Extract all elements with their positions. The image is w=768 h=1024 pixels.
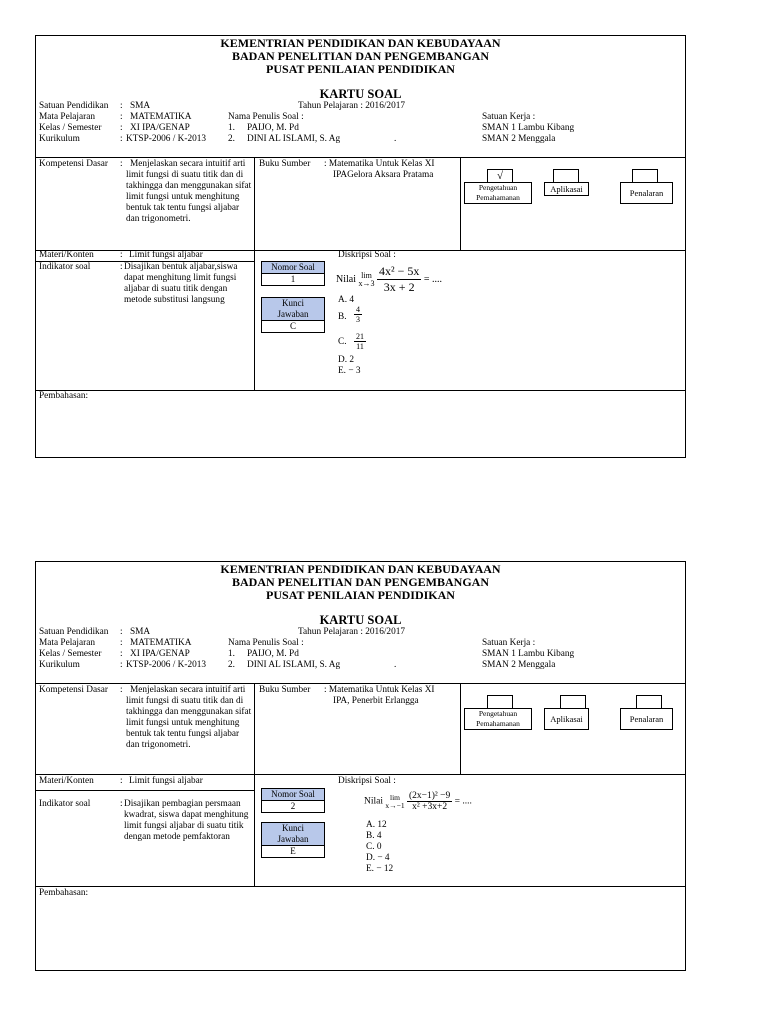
deskripsi-label: Diskripsi Soal : [338,776,396,786]
tahun-pelajaran: Tahun Pelajaran : 2016/2017 [298,101,406,111]
header-line-3: PUSAT PENILAIAN PENDIDIKAN [266,62,455,76]
kunci-jawaban-box [261,822,325,858]
penulis-number-2: 2. [228,134,235,144]
limit-operator: lim x→−1 [385,792,405,810]
level-1-line-1: Pengetahuan [478,709,518,718]
fraction-numerator: 4x² − 5x [379,264,420,278]
option-d: D. − 4 [366,853,390,863]
kunci-label: Kunci Jawaban [262,823,324,846]
satker-1: SMAN 1 Lambu Kibang [482,123,575,133]
question-expression [364,791,472,812]
penulis-number-2: 2. [228,660,235,670]
indikator-label: Indikator soal [39,262,91,272]
satker-label: Satuan Kerja : [482,638,536,648]
option-a: A. 4 [338,295,355,305]
question-expression [336,264,442,295]
colon: : [120,660,123,670]
pembahasan-label: Pembahasan: [39,391,89,401]
fraction-denominator: x² +3x+2 [412,802,448,812]
mapel-value: MATEMATIKA [130,112,192,122]
header-line-2: BADAN PENELITIAN DAN PENGEMBANGAN [231,575,489,589]
indikator-label: Indikator soal [39,799,91,809]
satuan-label: Satuan Pendidikan [39,101,109,111]
level-aplikasi-checkbox[interactable] [560,695,586,709]
level-penalaran-box: Penalaran [620,708,673,730]
buku-label: Buku Sumber [259,685,311,695]
level-pengetahuan-checkbox[interactable] [487,695,513,709]
nomor-soal-value: 2 [290,801,296,811]
option-c: C. 0 [366,842,382,852]
kurikulum-label: Kurikulum [39,660,80,670]
materi-value: Limit fungsi aljabar [129,776,203,786]
penulis-1: PAIJO, M. Pd [247,123,299,133]
buku-label: Buku Sumber [259,159,311,169]
level-pengetahuan-box [464,182,532,204]
colon: : [120,112,123,122]
dot: . [394,134,397,144]
limit-subscript: x→−1 [385,800,405,810]
penulis-2: DINI AL ISLAMI, S. Ag [247,134,341,144]
dot: . [394,660,397,670]
kartu-soal-card-2 [35,561,686,971]
option-e: E. − 12 [366,864,394,874]
mapel-label: Mata Pelajaran [39,112,96,122]
deskripsi-label: Diskripsi Soal : [338,250,396,260]
header-line-2: BADAN PENELITIAN DAN PENGEMBANGAN [231,49,489,63]
kunci-jawaban-box [261,297,325,333]
penulis-label: Nama Penulis Soal : [228,638,304,648]
colon: : [120,638,123,648]
penulis-2: DINI AL ISLAMI, S. Ag [247,660,341,670]
fraction-numerator: (2x−1)² −9 [408,791,451,801]
nomor-soal-label: Nomor Soal [262,262,324,274]
kd-label: Kompetensi Dasar [39,685,108,695]
satuan-value: SMA [130,627,151,637]
level-pengetahuan-checkbox[interactable]: √ [487,169,513,183]
tahun-pelajaran: Tahun Pelajaran : 2016/2017 [298,627,406,637]
buku-line-2: IPA, Penerbit Erlangga [333,696,419,706]
pembahasan-label: Pembahasan: [39,888,89,898]
kelas-label: Kelas / Semester [39,649,102,659]
penulis-1: PAIJO, M. Pd [247,649,299,659]
kelas-value: XI IPA/GENAP [130,649,190,659]
level-1-line-1: Pengetahuan [478,183,518,192]
satker-1: SMAN 1 Lambu Kibang [482,649,575,659]
fraction-denominator: 3x + 2 [383,280,415,294]
question-fraction [407,791,452,812]
kd-text: Menjelaskan secara intuitif arti limit fungsi di suatu titik dan di takhingga dan menggunakan sifat limit fungsi untuk menghitung bentuk tak tentu fungsi aljabar dan trigonometri. [126,685,252,750]
colon: : [120,123,123,133]
satker-2: SMAN 2 Menggala [482,660,556,670]
colon: : [120,134,123,144]
header-line-1: KEMENTRIAN PENDIDIKAN DAN KEBUDAYAAN [220,36,501,50]
option-e: E. − 3 [338,366,361,376]
kunci-value: C [289,321,296,331]
level-penalaran-box: Penalaran [620,182,673,204]
option-d: D. 2 [338,355,355,365]
level-pengetahuan-box [464,708,532,730]
header-line-1: KEMENTRIAN PENDIDIKAN DAN KEBUDAYAAN [220,562,501,576]
equals-dots: = .... [454,796,472,807]
option-b-fraction: $\frac{4}{3}$ [356,305,360,324]
colon: : [120,799,123,809]
indikator-text: Disajikan pembagian persmaan kwadrat, siswa dapat menghitung limit fungsi aljabar di suatu titik dengan metode pemfaktoran [124,799,249,842]
penulis-number-1: 1. [228,649,235,659]
nomor-soal-value: 1 [290,274,296,284]
buku-line-1: : Matematika Untuk Kelas XI [324,159,435,169]
card-title: KARTU SOAL [319,613,402,627]
kd-label: Kompetensi Dasar [39,159,108,169]
penulis-number-1: 1. [228,123,235,133]
question-fraction [377,264,421,295]
satuan-label: Satuan Pendidikan [39,627,109,637]
colon: : [120,250,123,260]
level-aplikasi-box: Aplikasai [544,708,589,730]
level-1-line-2: Pemahamanan [476,719,520,728]
satuan-value: SMA [130,101,151,111]
kd-text: Menjelaskan secara intuitif arti limit fungsi di suatu titik dan di takhingga dan menggunakan sifat limit fungsi untuk menghitung bentuk tak tentu fungsi aljabar dan trigonometri. [126,159,252,224]
colon: : [120,649,123,659]
kunci-value: E [290,846,296,856]
materi-label: Materi/Konten [39,776,94,786]
colon: : [120,776,123,786]
satker-2: SMAN 2 Menggala [482,134,556,144]
level-penalaran-checkbox[interactable] [632,169,658,183]
materi-value: Limit fungsi aljabar [129,250,203,260]
header-line-3: PUSAT PENILAIAN PENDIDIKAN [266,588,455,602]
indikator-text: Disajikan bentuk aljabar,siswa dapat menghitung limit fungsi aljabar di suatu titik dengan metode substitusi langsung [124,262,238,305]
limit-operator: lim x→3 [358,270,375,288]
level-penalaran-checkbox[interactable] [636,695,662,709]
satker-label: Satuan Kerja : [482,112,536,122]
nomor-soal-label: Nomor Soal [262,789,324,801]
nomor-soal-box [261,788,325,813]
colon: : [120,262,123,272]
colon: : [120,685,123,695]
option-c-letter: C. [338,337,347,347]
colon: : [120,159,123,169]
kurikulum-value: KTSP-2006 / K-2013 [126,660,207,670]
option-b: B. 4 [366,831,382,841]
nilai-label: Nilai [336,274,356,285]
option-b-letter: B. [338,312,347,322]
mapel-value: MATEMATIKA [130,638,192,648]
colon: : [120,101,123,111]
buku-line-1: : Matematika Untuk Kelas XI [324,685,435,695]
level-1-line-2: Pemahamanan [476,193,520,202]
limit-subscript: x→3 [358,278,375,288]
kurikulum-label: Kurikulum [39,134,80,144]
kelas-value: XI IPA/GENAP [130,123,190,133]
penulis-label: Nama Penulis Soal : [228,112,304,122]
kartu-soal-card-1 [35,35,686,458]
card-title: KARTU SOAL [319,87,402,101]
buku-line-2: IPAGelora Aksara Pratama [333,170,434,180]
materi-label: Materi/Konten [39,250,94,260]
kurikulum-value: KTSP-2006 / K-2013 [126,134,207,144]
colon: : [120,627,123,637]
option-a: A. 12 [366,820,387,830]
mapel-label: Mata Pelajaran [39,638,96,648]
kelas-label: Kelas / Semester [39,123,102,133]
nilai-label: Nilai [364,796,383,807]
equals-dots: = .... [423,274,443,285]
level-aplikasi-box: Aplikasai [544,182,589,196]
nomor-soal-box [261,261,325,286]
kunci-label: Kunci Jawaban [262,298,324,321]
option-c-fraction: $\frac{21}{11}$ [356,332,364,351]
level-aplikasi-checkbox[interactable] [553,169,579,183]
